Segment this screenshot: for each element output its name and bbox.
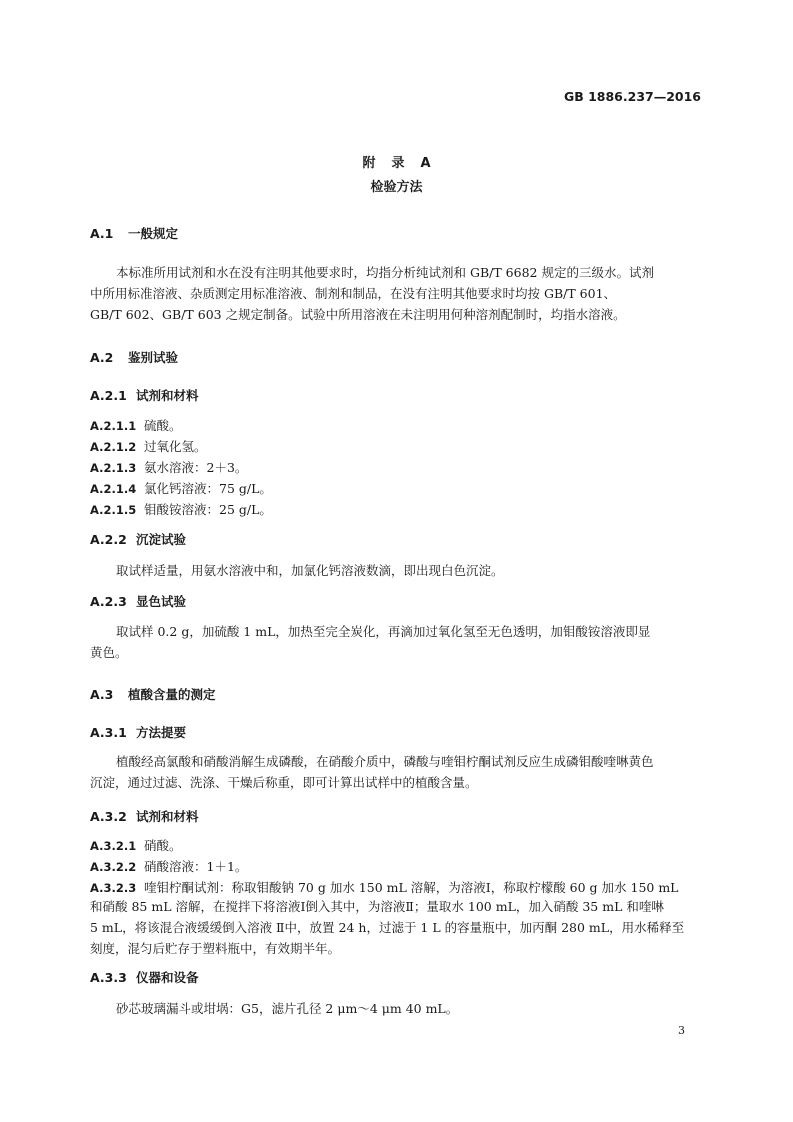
section-heading-a33 [90,968,199,986]
section-title: 试剂和材料 [136,809,199,824]
item-text: 氯化钙溶液：75 g/L。 [144,481,272,496]
section-number: A.3.3 [90,970,127,985]
paragraph-general-rules [90,262,702,325]
section-number: A.2.3 [90,594,127,609]
paragraph-precipitation-test [90,560,702,581]
paragraph-line: 取试样 0.2 g，加硫酸 1 mL，加热至完全炭化，再滴加过氧化氢至无色透明，加钼酸铵溶液即显 [116,624,651,639]
section-number: A.2 [90,350,114,365]
paragraph-line: 植酸经高氯酸和硝酸消解生成磷酸，在硝酸介质中，磷酸与喹钼柠酮试剂反应生成磷钼酸喹啉黄色 [116,754,654,769]
appendix-title-part3: A [420,156,431,171]
section-heading-a23 [90,592,186,610]
paragraph-apparatus [90,998,702,1019]
section-heading-a32 [90,807,199,825]
item-text: 硝酸。 [144,838,182,853]
item-text: 硝酸溶液：1＋1。 [144,859,248,874]
paragraph-line: 砂芯玻璃漏斗或坩埚：G5，滤片孔径 2 μm～4 μm 40 mL。 [116,1001,459,1016]
paragraph-line: 取试样适量，用氨水溶液中和，加氯化钙溶液数滴，即出现白色沉淀。 [116,563,504,578]
section-title: 试剂和材料 [136,388,199,403]
list-item [90,416,182,434]
section-number: A.2.1 [90,388,127,403]
section-number: A.2.2 [90,532,127,547]
paragraph-line: 5 mL，将该混合液缓缓倒入溶液 Ⅱ中，放置 24 h，过滤于 1 L 的容量瓶中，加丙酮 280 mL，用水稀释至 [90,920,685,935]
section-heading-a21 [90,386,199,404]
appendix-title-part1: 附 [362,156,376,171]
paragraph-line: 本标准所用试剂和水在没有注明其他要求时，均指分析纯试剂和 GB/T 6682 规定的三级水。试剂 [116,265,654,280]
appendix-title-part2: 录 [391,156,405,171]
item-text: 氨水溶液：2＋3。 [144,460,248,475]
paragraph-method-summary [90,751,702,793]
section-title: 植酸含量的测定 [128,687,216,702]
section-heading-a3 [90,685,216,703]
page-number: 3 [678,1024,685,1037]
section-heading-a2 [90,348,178,366]
section-title: 仪器和设备 [136,970,199,985]
section-number: A.3.2 [90,809,127,824]
paragraph-line: 黄色。 [90,645,128,660]
section-title: 鉴别试验 [128,350,179,365]
list-item [90,836,182,854]
list-item [90,500,272,518]
section-heading-a22 [90,530,186,548]
item-number: A.3.2.3 [90,881,137,895]
list-item [90,458,247,476]
list-item [90,857,247,875]
item-text: 喹钼柠酮试剂：称取钼酸钠 70 g 加水 150 mL 溶解，为溶液Ⅰ，称取柠檬酸 60 g 加水 150 mL [144,880,679,895]
section-heading-a31 [90,723,186,741]
paragraph-line: 中所用标准溶液、杂质测定用标准溶液、制剂和制品，在没有注明其他要求时均按 GB/T 601、 [90,286,617,301]
item-text: 钼酸铵溶液：25 g/L。 [144,502,272,517]
item-number: A.3.2.1 [90,839,137,853]
item-number: A.2.1.4 [90,482,137,496]
item-text: 过氧化氢。 [144,439,207,454]
section-title: 方法提要 [136,725,187,740]
section-number: A.1 [90,226,114,241]
standard-number-header: GB 1886.237—2016 [563,89,701,104]
section-number: A.3.1 [90,725,127,740]
item-number: A.2.1.3 [90,461,137,475]
section-number: A.3 [90,687,114,702]
list-item [90,437,207,455]
item-number: A.2.1.5 [90,503,137,517]
section-title: 一般规定 [128,226,179,241]
item-number: A.3.2.2 [90,860,137,874]
list-item [90,479,272,497]
section-heading-a1 [90,224,178,242]
section-title: 显色试验 [136,594,187,609]
list-item [90,878,679,896]
paragraph-line: 和硝酸 85 mL 溶解，在搅拌下将溶液Ⅰ倒入其中，为溶液Ⅱ；量取水 100 mL，加入硝酸 35 mL 和喹啉 [90,899,664,914]
paragraph-line: 沉淀，通过过滤、洗涤、干燥后称重，即可计算出试样中的植酸含量。 [90,775,478,790]
paragraph-line: GB/T 602、GB/T 603 之规定制备。试验中所用溶液在未注明用何种溶剂配制时，均指水溶液。 [90,307,626,322]
paragraph-line: 刻度，混匀后贮存于塑料瓶中，有效期半年。 [90,941,341,956]
appendix-title [0,152,793,171]
item-number: A.2.1.1 [90,419,137,433]
appendix-subtitle: 检验方法 [370,180,423,195]
paragraph-color-test [90,621,702,663]
item-text: 硫酸。 [144,418,182,433]
section-title: 沉淀试验 [136,532,187,547]
paragraph-reagent-preparation [90,896,702,959]
item-number: A.2.1.2 [90,440,137,454]
